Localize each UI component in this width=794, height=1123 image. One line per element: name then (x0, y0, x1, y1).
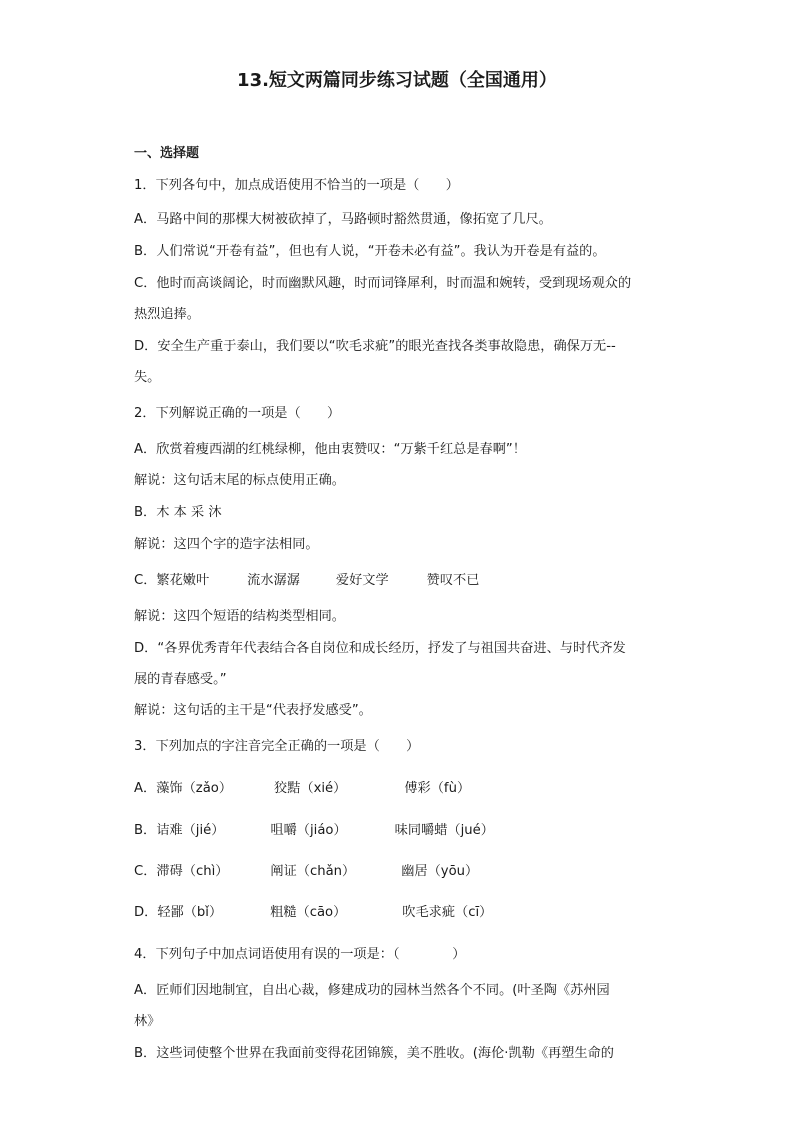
q1-option-b: B．人们常说“开卷有益”，但也有人说，“开卷未必有益”。我认为开卷是有益的。 (134, 244, 606, 259)
q3-option-a-item1: A．藻饰（zǎo） (134, 781, 233, 796)
q3-option-b-item1: B．诘难（jié） (134, 823, 225, 838)
q3-option-a-item3: 傅彩（fù） (404, 781, 471, 796)
q1-option-c-line2: 热烈追捧。 (134, 307, 200, 322)
q3-stem: 3．下列加点的字注音完全正确的一项是（ ） (134, 739, 420, 754)
q3-option-c-item3: 幽居（yōu） (401, 864, 479, 879)
q2-option-d-note: 解说：这句话的主干是“代表抒发感受”。 (134, 703, 372, 718)
q2-option-c-word4: 赞叹不已 (426, 573, 480, 588)
q2-option-c-word3: 爱好文学 (335, 573, 389, 588)
q3-option-a (134, 779, 674, 799)
q3-option-d (134, 903, 674, 923)
section-heading: 一、选择题 (134, 146, 200, 161)
q3-option-c (134, 862, 674, 882)
q2-option-c-note: 解说：这四个短语的结构类型相同。 (134, 609, 345, 624)
q3-option-b-item3: 味同嚼蜡（jué） (394, 823, 494, 838)
q2-option-c (134, 571, 674, 591)
q2-option-a: A．欣赏着瘦西湖的红桃绿柳，他由衷赞叹：“万紫千红总是春啊”！ (134, 442, 526, 457)
q3-option-b-item2: 咀嚼（jiáo） (270, 823, 347, 838)
q2-option-d-line2: 展的青春感受。” (134, 672, 227, 687)
q3-option-d-item3: 吹毛求疵（cī） (402, 905, 493, 920)
page-title: 13.短文两篇同步练习试题（全国通用） (237, 70, 557, 91)
q4-option-a-line2: 林》 (134, 1014, 161, 1029)
q2-option-c-word1: C．繁花嫩叶 (134, 573, 210, 588)
q1-option-d-line2: 失。 (134, 370, 161, 385)
q1-option-c-line1: C．他时而高谈阔论，时而幽默风趣，时而词锋犀利，时而温和婉转，受到现场观众的 (134, 276, 632, 291)
q3-option-d-item2: 粗糙（cāo） (270, 905, 347, 920)
q3-option-a-item2: 狡黠（xié） (274, 781, 347, 796)
q4-option-b-line1: B．这些词使整个世界在我面前变得花团锦簇，美不胜收。(海伦·凯勒《再塑生命的 (134, 1046, 614, 1061)
q4-option-a-line1: A．匠师们因地制宜，自出心裁，修建成功的园林当然各个不同。(叶圣陶《苏州园 (134, 983, 610, 998)
q2-option-a-note: 解说：这句话末尾的标点使用正确。 (134, 473, 345, 488)
q3-option-b (134, 821, 674, 841)
q2-stem: 2．下列解说正确的一项是（ ） (134, 406, 341, 421)
q2-option-b-note: 解说：这四个字的造字法相同。 (134, 537, 319, 552)
q2-option-b: B．木 本 采 沐 (134, 505, 222, 520)
q3-option-c-item2: 阐证（chǎn） (270, 864, 356, 879)
q1-option-d-line1: D．安全生产重于泰山，我们要以“吹毛求疵”的眼光查找各类事故隐患，确保万无-- (134, 339, 616, 354)
q1-option-a: A．马路中间的那棵大树被砍掉了，马路顿时豁然贯通，像拓宽了几尺。 (134, 212, 552, 227)
q4-stem: 4．下列句子中加点词语使用有误的一项是：（ ） (134, 947, 466, 962)
q1-stem: 1．下列各句中，加点成语使用不恰当的一项是（ ） (134, 178, 459, 193)
q2-option-d-line1: D．“各界优秀青年代表结合各自岗位和成长经历，抒发了与祖国共奋进、与时代齐发 (134, 641, 626, 656)
q3-option-d-item1: D．轻鄙（bǐ） (134, 905, 223, 920)
q2-option-c-word2: 流水潺潺 (247, 573, 300, 588)
q3-option-c-item1: C．滞碍（chì） (134, 864, 229, 879)
